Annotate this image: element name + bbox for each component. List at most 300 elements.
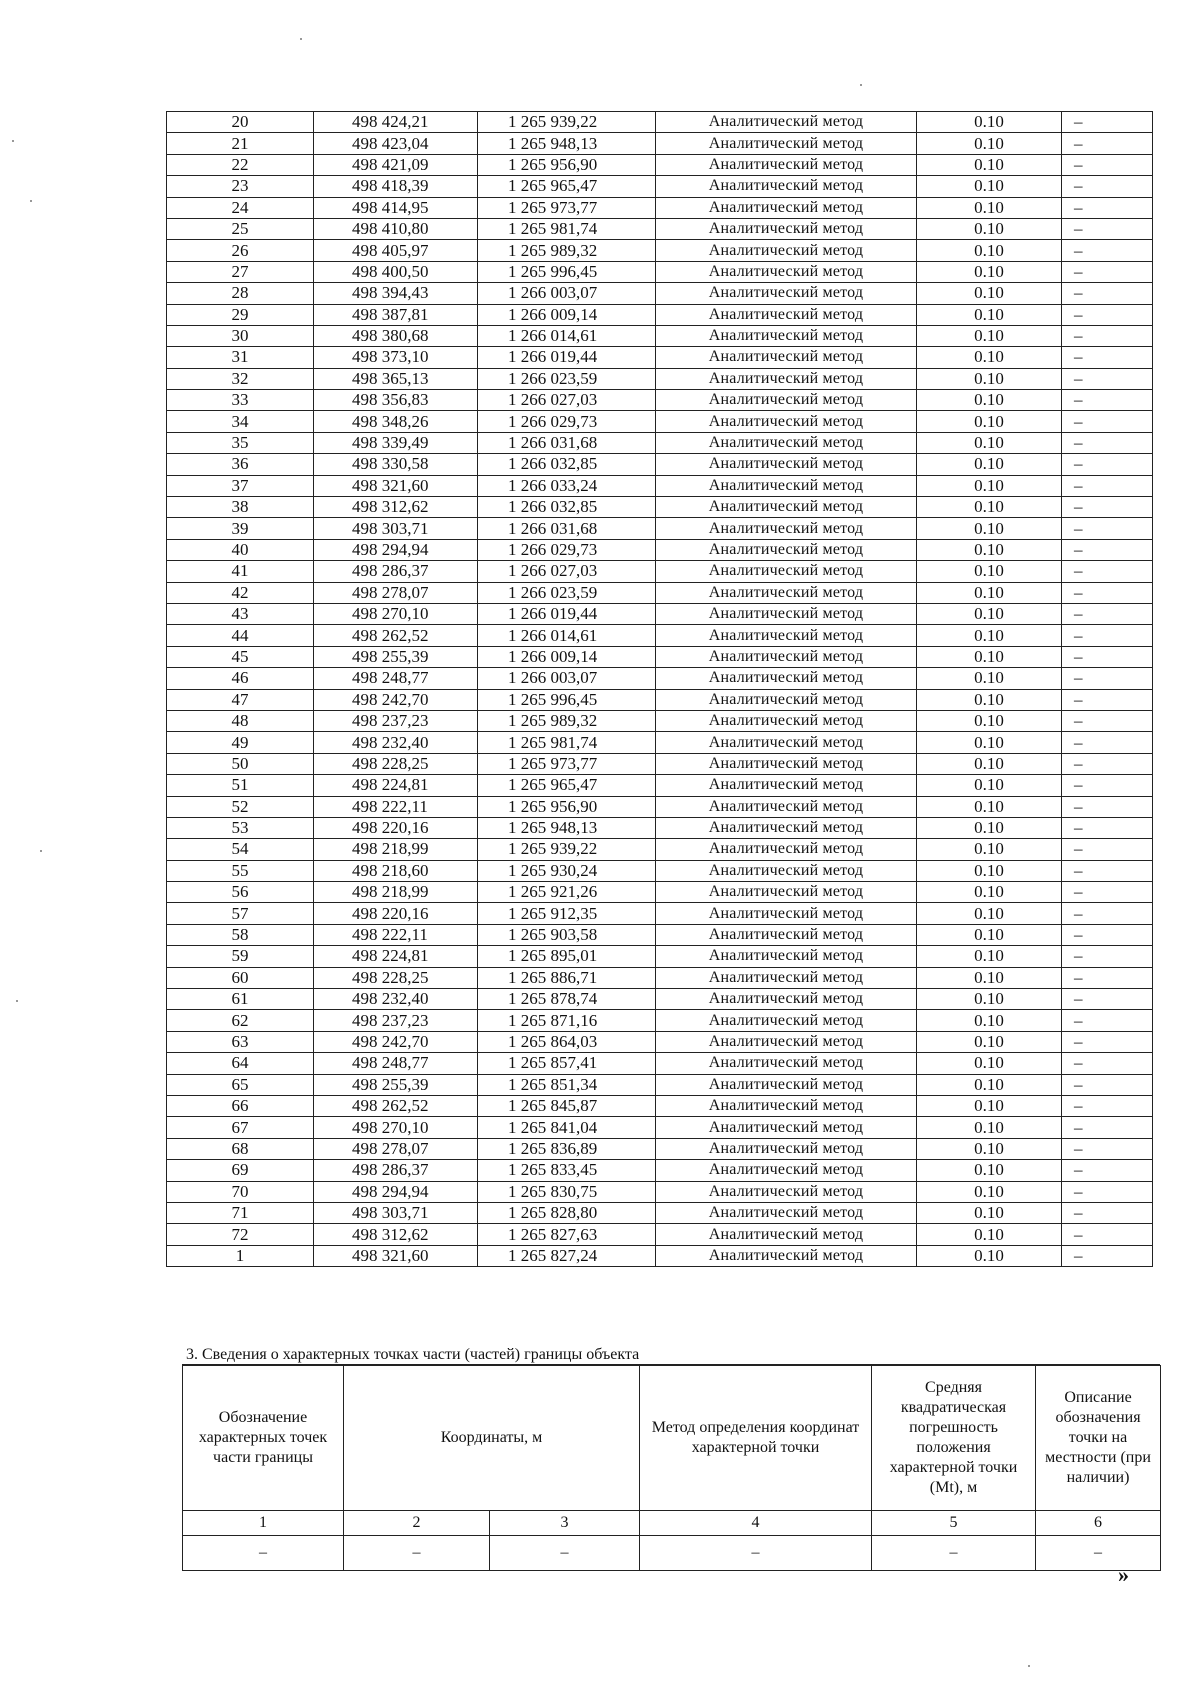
accuracy-cell: 0.10 (917, 625, 1062, 646)
table-row (167, 304, 1153, 325)
section-3-title: 3. Сведения о характерных точках части (частей) границы объекта (182, 1346, 1160, 1365)
table-row (167, 1074, 1153, 1095)
coordinate-x: 498 348,26 (314, 411, 478, 432)
table-row (167, 839, 1153, 860)
accuracy-cell: 0.10 (917, 347, 1062, 368)
table-row (167, 240, 1153, 261)
point-number: 43 (167, 603, 314, 624)
description-cell: – (1062, 218, 1153, 239)
method-cell: Аналитический метод (656, 411, 917, 432)
coordinate-y: 1 265 939,22 (478, 112, 656, 133)
coordinate-y: 1 266 027,03 (478, 390, 656, 411)
point-number: 47 (167, 689, 314, 710)
accuracy-cell: 0.10 (917, 218, 1062, 239)
table-row (167, 625, 1153, 646)
point-number: 62 (167, 1010, 314, 1031)
coordinate-y: 1 265 930,24 (478, 860, 656, 881)
coordinate-y: 1 265 857,41 (478, 1053, 656, 1074)
point-number: 67 (167, 1117, 314, 1138)
coordinate-y: 1 265 965,47 (478, 176, 656, 197)
table-row (167, 646, 1153, 667)
column-number: 6 (1036, 1511, 1161, 1536)
description-cell: – (1062, 1202, 1153, 1223)
empty-cell: – (1036, 1536, 1161, 1571)
method-cell: Аналитический метод (656, 561, 917, 582)
point-number: 51 (167, 775, 314, 796)
table-row (167, 775, 1153, 796)
description-cell: – (1062, 989, 1153, 1010)
coordinate-y: 1 265 921,26 (478, 882, 656, 903)
header-method: Метод определения координат характерной точки (640, 1366, 872, 1511)
accuracy-cell: 0.10 (917, 432, 1062, 453)
table-row (167, 261, 1153, 282)
description-cell: – (1062, 561, 1153, 582)
accuracy-cell: 0.10 (917, 775, 1062, 796)
coordinate-y: 1 266 031,68 (478, 432, 656, 453)
coordinate-x: 498 222,11 (314, 924, 478, 945)
table-row (167, 603, 1153, 624)
accuracy-cell: 0.10 (917, 240, 1062, 261)
method-cell: Аналитический метод (656, 304, 917, 325)
coordinate-y: 1 265 996,45 (478, 689, 656, 710)
method-cell: Аналитический метод (656, 347, 917, 368)
table-row (167, 325, 1153, 346)
method-cell: Аналитический метод (656, 989, 917, 1010)
header-accuracy: Средняя квадратическая погрешность положения характерной точки (Мt), м (872, 1366, 1036, 1511)
empty-cell: – (640, 1536, 872, 1571)
table-row (167, 283, 1153, 304)
coordinate-y: 1 266 023,59 (478, 582, 656, 603)
point-number: 49 (167, 732, 314, 753)
table-row (167, 1117, 1153, 1138)
coordinate-x: 498 312,62 (314, 497, 478, 518)
coordinate-x: 498 414,95 (314, 197, 478, 218)
coordinate-y: 1 265 845,87 (478, 1095, 656, 1116)
accuracy-cell: 0.10 (917, 582, 1062, 603)
description-cell: – (1062, 1074, 1153, 1095)
accuracy-cell: 0.10 (917, 817, 1062, 838)
table-row (167, 154, 1153, 175)
coordinate-x: 498 228,25 (314, 753, 478, 774)
description-cell: – (1062, 475, 1153, 496)
coordinate-x: 498 224,81 (314, 775, 478, 796)
accuracy-cell: 0.10 (917, 497, 1062, 518)
point-number: 21 (167, 133, 314, 154)
point-number: 40 (167, 539, 314, 560)
accuracy-cell: 0.10 (917, 796, 1062, 817)
coordinate-x: 498 237,23 (314, 1010, 478, 1031)
point-number: 59 (167, 946, 314, 967)
table-row (167, 1181, 1153, 1202)
section-3 (182, 1346, 1160, 1571)
coordinate-y: 1 266 019,44 (478, 603, 656, 624)
description-cell: – (1062, 1224, 1153, 1245)
part-points-header-row (183, 1366, 1161, 1511)
coordinate-x: 498 394,43 (314, 283, 478, 304)
description-cell: – (1062, 1095, 1153, 1116)
coordinate-x: 498 278,07 (314, 1138, 478, 1159)
method-cell: Аналитический метод (656, 839, 917, 860)
description-cell: – (1062, 176, 1153, 197)
description-cell: – (1062, 112, 1153, 133)
point-number: 26 (167, 240, 314, 261)
table-row (167, 1160, 1153, 1181)
description-cell: – (1062, 390, 1153, 411)
coordinate-y: 1 265 912,35 (478, 903, 656, 924)
description-cell: – (1062, 411, 1153, 432)
description-cell: – (1062, 732, 1153, 753)
accuracy-cell: 0.10 (917, 668, 1062, 689)
method-cell: Аналитический метод (656, 432, 917, 453)
accuracy-cell: 0.10 (917, 304, 1062, 325)
coordinate-x: 498 220,16 (314, 903, 478, 924)
accuracy-cell: 0.10 (917, 1224, 1062, 1245)
coordinate-y: 1 265 948,13 (478, 817, 656, 838)
method-cell: Аналитический метод (656, 710, 917, 731)
method-cell: Аналитический метод (656, 582, 917, 603)
header-coordinates: Координаты, м (344, 1366, 640, 1511)
point-number: 52 (167, 796, 314, 817)
coordinate-x: 498 423,04 (314, 133, 478, 154)
point-number: 35 (167, 432, 314, 453)
table-row (167, 1224, 1153, 1245)
coordinate-x: 498 224,81 (314, 946, 478, 967)
description-cell: – (1062, 817, 1153, 838)
table-row (167, 518, 1153, 539)
coordinate-y: 1 265 948,13 (478, 133, 656, 154)
point-number: 70 (167, 1181, 314, 1202)
table-row (167, 561, 1153, 582)
coordinate-x: 498 218,99 (314, 882, 478, 903)
header-designation: Обозначение характерных точек части границы (183, 1366, 344, 1511)
coordinate-y: 1 266 014,61 (478, 325, 656, 346)
description-cell: – (1062, 304, 1153, 325)
coordinate-x: 498 321,60 (314, 1245, 478, 1266)
table-row (167, 582, 1153, 603)
accuracy-cell: 0.10 (917, 1202, 1062, 1223)
description-cell: – (1062, 646, 1153, 667)
description-cell: – (1062, 1138, 1153, 1159)
table-row (167, 475, 1153, 496)
point-number: 68 (167, 1138, 314, 1159)
accuracy-cell: 0.10 (917, 411, 1062, 432)
description-cell: – (1062, 368, 1153, 389)
description-cell: – (1062, 710, 1153, 731)
method-cell: Аналитический метод (656, 133, 917, 154)
description-cell: – (1062, 497, 1153, 518)
description-cell: – (1062, 454, 1153, 475)
point-number: 41 (167, 561, 314, 582)
point-number: 25 (167, 218, 314, 239)
accuracy-cell: 0.10 (917, 646, 1062, 667)
point-number: 23 (167, 176, 314, 197)
description-cell: – (1062, 283, 1153, 304)
table-row (167, 946, 1153, 967)
table-row (167, 411, 1153, 432)
table-row (167, 1202, 1153, 1223)
coordinate-y: 1 265 830,75 (478, 1181, 656, 1202)
point-number: 38 (167, 497, 314, 518)
table-row (167, 390, 1153, 411)
coordinate-y: 1 265 981,74 (478, 732, 656, 753)
method-cell: Аналитический метод (656, 860, 917, 881)
accuracy-cell: 0.10 (917, 1031, 1062, 1052)
coordinate-y: 1 265 828,80 (478, 1202, 656, 1223)
table-row (167, 454, 1153, 475)
coordinate-y: 1 265 886,71 (478, 967, 656, 988)
description-cell: – (1062, 1053, 1153, 1074)
table-row (167, 817, 1153, 838)
point-number: 65 (167, 1074, 314, 1095)
description-cell: – (1062, 1010, 1153, 1031)
description-cell: – (1062, 668, 1153, 689)
coordinate-x: 498 255,39 (314, 646, 478, 667)
coordinate-y: 1 266 023,59 (478, 368, 656, 389)
column-numbers-row (183, 1511, 1161, 1536)
method-cell: Аналитический метод (656, 197, 917, 218)
accuracy-cell: 0.10 (917, 903, 1062, 924)
coordinate-y: 1 265 956,90 (478, 796, 656, 817)
coordinate-y: 1 265 864,03 (478, 1031, 656, 1052)
coordinate-x: 498 218,99 (314, 839, 478, 860)
method-cell: Аналитический метод (656, 775, 917, 796)
description-cell: – (1062, 1031, 1153, 1052)
coordinate-y: 1 266 032,85 (478, 454, 656, 475)
accuracy-cell: 0.10 (917, 261, 1062, 282)
accuracy-cell: 0.10 (917, 154, 1062, 175)
accuracy-cell: 0.10 (917, 946, 1062, 967)
point-number: 72 (167, 1224, 314, 1245)
method-cell: Аналитический метод (656, 240, 917, 261)
empty-cell: – (490, 1536, 640, 1571)
accuracy-cell: 0.10 (917, 197, 1062, 218)
method-cell: Аналитический метод (656, 368, 917, 389)
coordinate-y: 1 266 003,07 (478, 283, 656, 304)
description-cell: – (1062, 775, 1153, 796)
accuracy-cell: 0.10 (917, 1245, 1062, 1266)
method-cell: Аналитический метод (656, 454, 917, 475)
table-row (167, 176, 1153, 197)
accuracy-cell: 0.10 (917, 561, 1062, 582)
description-cell: – (1062, 240, 1153, 261)
table-row (167, 1245, 1153, 1266)
accuracy-cell: 0.10 (917, 710, 1062, 731)
coordinate-y: 1 265 939,22 (478, 839, 656, 860)
method-cell: Аналитический метод (656, 1224, 917, 1245)
table-row (167, 710, 1153, 731)
scan-speck (16, 1000, 18, 1002)
coordinate-y: 1 265 956,90 (478, 154, 656, 175)
coordinate-y: 1 265 996,45 (478, 261, 656, 282)
accuracy-cell: 0.10 (917, 1095, 1062, 1116)
coordinate-x: 498 294,94 (314, 1181, 478, 1202)
scan-speck (40, 850, 42, 852)
description-cell: – (1062, 582, 1153, 603)
coordinate-y: 1 265 827,63 (478, 1224, 656, 1245)
accuracy-cell: 0.10 (917, 112, 1062, 133)
point-number: 54 (167, 839, 314, 860)
accuracy-cell: 0.10 (917, 133, 1062, 154)
accuracy-cell: 0.10 (917, 1074, 1062, 1095)
accuracy-cell: 0.10 (917, 454, 1062, 475)
method-cell: Аналитический метод (656, 817, 917, 838)
point-number: 53 (167, 817, 314, 838)
description-cell: – (1062, 539, 1153, 560)
coordinate-x: 498 387,81 (314, 304, 478, 325)
coordinate-y: 1 266 031,68 (478, 518, 656, 539)
method-cell: Аналитический метод (656, 1160, 917, 1181)
coordinate-y: 1 266 019,44 (478, 347, 656, 368)
coordinate-y: 1 265 973,77 (478, 197, 656, 218)
method-cell: Аналитический метод (656, 796, 917, 817)
method-cell: Аналитический метод (656, 112, 917, 133)
table-row (167, 882, 1153, 903)
description-cell: – (1062, 154, 1153, 175)
coordinate-x: 498 321,60 (314, 475, 478, 496)
coordinate-x: 498 270,10 (314, 1117, 478, 1138)
coordinate-x: 498 330,58 (314, 454, 478, 475)
point-number: 63 (167, 1031, 314, 1052)
table-row (167, 924, 1153, 945)
point-number: 61 (167, 989, 314, 1010)
accuracy-cell: 0.10 (917, 1138, 1062, 1159)
closing-quote-mark: » (1118, 1562, 1129, 1587)
empty-cell: – (344, 1536, 490, 1571)
method-cell: Аналитический метод (656, 646, 917, 667)
method-cell: Аналитический метод (656, 967, 917, 988)
accuracy-cell: 0.10 (917, 967, 1062, 988)
description-cell: – (1062, 197, 1153, 218)
method-cell: Аналитический метод (656, 1074, 917, 1095)
method-cell: Аналитический метод (656, 176, 917, 197)
description-cell: – (1062, 839, 1153, 860)
table-row (167, 218, 1153, 239)
coordinate-y: 1 265 851,34 (478, 1074, 656, 1095)
accuracy-cell: 0.10 (917, 839, 1062, 860)
scan-speck (12, 140, 14, 142)
point-number: 34 (167, 411, 314, 432)
accuracy-cell: 0.10 (917, 390, 1062, 411)
coordinate-x: 498 278,07 (314, 582, 478, 603)
description-cell: – (1062, 753, 1153, 774)
accuracy-cell: 0.10 (917, 1160, 1062, 1181)
coordinate-y: 1 266 029,73 (478, 411, 656, 432)
description-cell: – (1062, 133, 1153, 154)
accuracy-cell: 0.10 (917, 882, 1062, 903)
table-row (167, 1031, 1153, 1052)
point-number: 31 (167, 347, 314, 368)
point-number: 44 (167, 625, 314, 646)
point-number: 48 (167, 710, 314, 731)
scan-speck (1028, 1665, 1030, 1667)
coordinate-y: 1 266 003,07 (478, 668, 656, 689)
column-number: 4 (640, 1511, 872, 1536)
method-cell: Аналитический метод (656, 497, 917, 518)
coordinate-y: 1 265 895,01 (478, 946, 656, 967)
accuracy-cell: 0.10 (917, 176, 1062, 197)
accuracy-cell: 0.10 (917, 753, 1062, 774)
part-points-table (182, 1365, 1161, 1571)
description-cell: – (1062, 903, 1153, 924)
coordinate-y: 1 266 032,85 (478, 497, 656, 518)
coordinate-x: 498 303,71 (314, 518, 478, 539)
point-number: 22 (167, 154, 314, 175)
description-cell: – (1062, 689, 1153, 710)
method-cell: Аналитический метод (656, 218, 917, 239)
accuracy-cell: 0.10 (917, 989, 1062, 1010)
point-number: 50 (167, 753, 314, 774)
point-number: 20 (167, 112, 314, 133)
method-cell: Аналитический метод (656, 154, 917, 175)
point-number: 27 (167, 261, 314, 282)
coordinate-y: 1 266 029,73 (478, 539, 656, 560)
coordinate-x: 498 237,23 (314, 710, 478, 731)
coordinate-x: 498 421,09 (314, 154, 478, 175)
coordinate-x: 498 339,49 (314, 432, 478, 453)
method-cell: Аналитический метод (656, 753, 917, 774)
coordinate-x: 498 270,10 (314, 603, 478, 624)
coordinate-y: 1 265 965,47 (478, 775, 656, 796)
table-row (167, 689, 1153, 710)
table-row (167, 112, 1153, 133)
description-cell: – (1062, 1117, 1153, 1138)
coordinate-y: 1 266 009,14 (478, 304, 656, 325)
accuracy-cell: 0.10 (917, 1181, 1062, 1202)
table-row (167, 1138, 1153, 1159)
description-cell: – (1062, 1160, 1153, 1181)
point-number: 56 (167, 882, 314, 903)
point-number: 66 (167, 1095, 314, 1116)
table-row (167, 539, 1153, 560)
description-cell: – (1062, 261, 1153, 282)
point-number: 46 (167, 668, 314, 689)
coordinate-y: 1 265 903,58 (478, 924, 656, 945)
method-cell: Аналитический метод (656, 732, 917, 753)
table-row (167, 347, 1153, 368)
method-cell: Аналитический метод (656, 882, 917, 903)
description-cell: – (1062, 1181, 1153, 1202)
coordinate-x: 498 228,25 (314, 967, 478, 988)
coordinate-x: 498 242,70 (314, 689, 478, 710)
coordinate-y: 1 265 981,74 (478, 218, 656, 239)
description-cell: – (1062, 347, 1153, 368)
coordinate-x: 498 294,94 (314, 539, 478, 560)
coordinate-x: 498 303,71 (314, 1202, 478, 1223)
description-cell: – (1062, 860, 1153, 881)
table-row (167, 497, 1153, 518)
scan-speck (30, 200, 32, 202)
description-cell: – (1062, 946, 1153, 967)
column-number: 2 (344, 1511, 490, 1536)
empty-data-row (183, 1536, 1161, 1571)
table-row (167, 432, 1153, 453)
point-number: 64 (167, 1053, 314, 1074)
coordinate-x: 498 248,77 (314, 1053, 478, 1074)
coordinate-y: 1 265 827,24 (478, 1245, 656, 1266)
scan-speck (300, 38, 302, 40)
point-number: 28 (167, 283, 314, 304)
accuracy-cell: 0.10 (917, 539, 1062, 560)
accuracy-cell: 0.10 (917, 732, 1062, 753)
method-cell: Аналитический метод (656, 325, 917, 346)
table-row (167, 368, 1153, 389)
description-cell: – (1062, 432, 1153, 453)
coordinate-y: 1 266 033,24 (478, 475, 656, 496)
method-cell: Аналитический метод (656, 903, 917, 924)
method-cell: Аналитический метод (656, 1031, 917, 1052)
accuracy-cell: 0.10 (917, 325, 1062, 346)
column-number: 5 (872, 1511, 1036, 1536)
